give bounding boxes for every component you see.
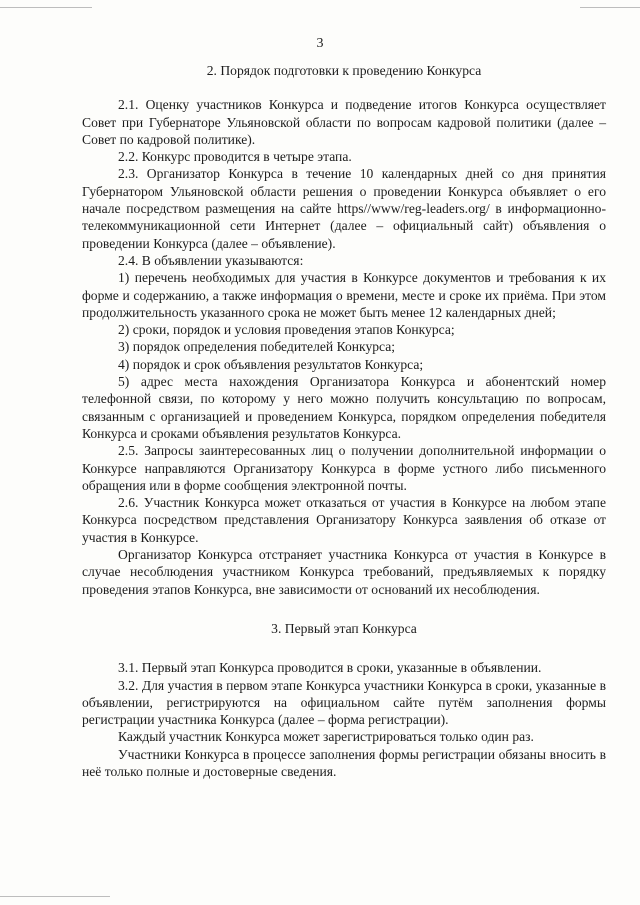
scan-artifact <box>0 896 110 897</box>
paragraph: 2.4. В объявлении указываются: <box>118 252 304 268</box>
paragraph: Участники Конкурса в процессе заполнения формы регистрации обязаны вносить в неё только полные и достоверные сведения. <box>82 746 606 779</box>
paragraph: 3.1. Первый этап Конкурса проводится в сроки, указанные в объявлении. <box>118 660 542 676</box>
scan-artifact <box>580 7 640 8</box>
list-item: 1) перечень необходимых для участия в Конкурсе документов и требования к их форме и содержанию, а также информация о времени, месте и сроке их приёма. При этом продолжительность указанного срока не может быть менее 12 календарных дней; <box>82 270 606 320</box>
paragraph: Каждый участник Конкурса может зарегистрироваться только один раз. <box>118 729 534 745</box>
list-item: 3) порядок определения победителей Конкурса; <box>118 339 396 355</box>
paragraph: 2.3. Организатор Конкурса в течение 10 календарных дней со дня принятия Губернатором Ульяновской области решения о проведении Конкурса объявляет о его начале посредством размещения на сайте https//www/reg-leaders.org/ в информационно-телекоммуникационной сети Интернет (далее – официальный сайт) объявления о проведении Конкурса (далее – объявление). <box>82 166 606 251</box>
paragraph: 2.5. Запросы заинтересованных лиц о получении дополнительной информации о Конкурсе направляются Организатору Конкурса в форме устного либо письменного обращения или в форме сообщения электронной почты. <box>82 443 606 493</box>
list-item: 5) адрес места нахождения Организатора Конкурса и абонентский номер телефонной связи, по которому у него можно получить консультацию по вопросам, связанным с организацией и проведением Конкурса, порядком определения победителя Конкурса и сроками объявления результатов Конкурса. <box>82 374 606 441</box>
paragraph: 3.2. Для участия в первом этапе Конкурса участники Конкурса в сроки, указанные в объявлении, регистрируются на официальном сайте путём заполнения формы регистрации участника Конкурса (далее – форма регистрации). <box>82 677 606 728</box>
page-number: 3 <box>316 36 324 51</box>
section-heading: 3. Первый этап Конкурса <box>271 620 417 636</box>
list-item: 2) сроки, порядок и условия проведения этапов Конкурса; <box>118 322 455 338</box>
paragraph: 2.1. Оценку участников Конкурса и подведение итогов Конкурса осуществляет Совет при Губернаторе Ульяновской области по вопросам кадровой политики (далее – Совет по кадровой политике). <box>82 97 606 147</box>
scan-artifact <box>0 7 92 8</box>
paragraph: 2.6. Участник Конкурса может отказаться от участия в Конкурсе на любом этапе Конкурса посредством представления Организатору Конкурса заявления об отказе от участия в Конкурсе. <box>82 495 606 545</box>
section-heading: 2. Порядок подготовки к проведению Конкурса <box>206 63 482 78</box>
list-item: 4) порядок и срок объявления результатов Конкурса; <box>118 356 424 372</box>
paragraph: 2.2. Конкурс проводится в четыре этапа. <box>118 149 352 165</box>
paragraph: Организатор Конкурса отстраняет участника Конкурса от участия в Конкурсе в случае несоблюдения участником Конкурса требований, предъявляемых к порядку проведения этапов Конкурса, вне зависимости от оснований их несоблюдения. <box>82 547 606 597</box>
document-body <box>82 62 606 780</box>
